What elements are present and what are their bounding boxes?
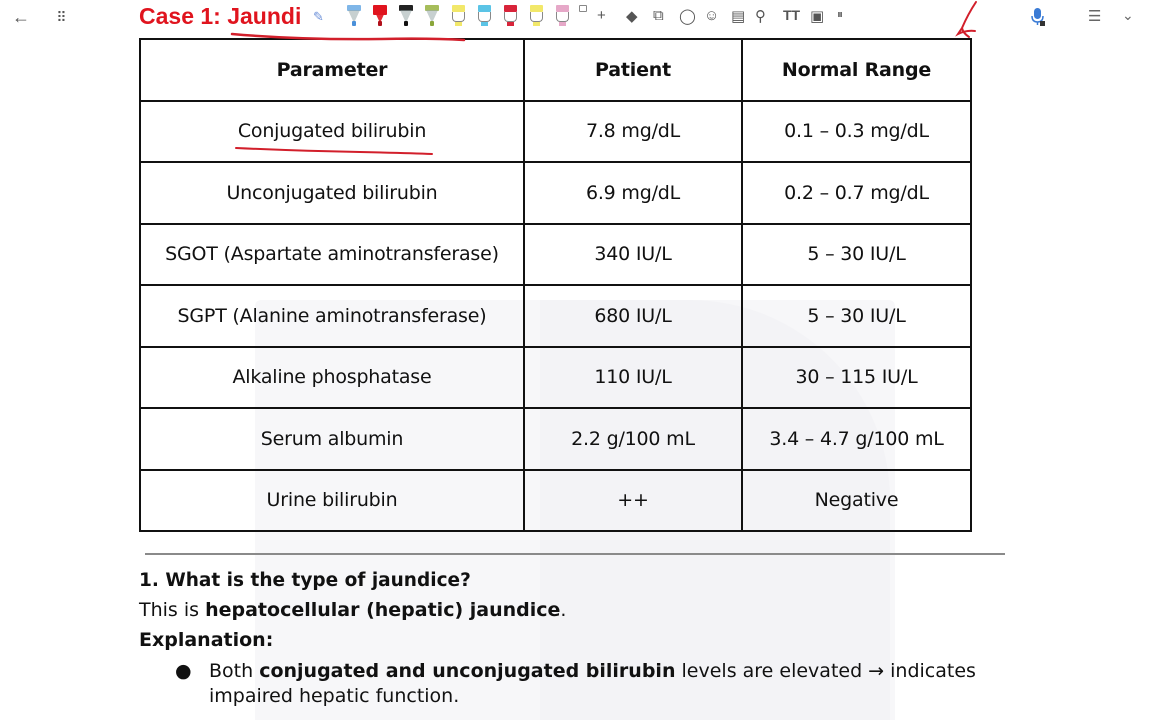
list-item <box>139 659 999 709</box>
highlighter-yellow-icon[interactable] <box>449 3 467 29</box>
cell-normal-range: Negative <box>742 470 971 532</box>
table-row <box>140 408 971 470</box>
cell-parameter: Conjugated bilirubin <box>140 101 524 163</box>
eraser-icon[interactable]: ◆ <box>626 8 638 25</box>
question-heading: 1. What is the type of jaundice? <box>139 570 471 591</box>
cell-patient: 2.2 g/100 mL <box>524 408 742 470</box>
cell-patient: 680 IU/L <box>524 285 742 347</box>
drag-grip-icon[interactable]: ⠿ <box>56 8 66 25</box>
add-tool-icon[interactable]: + <box>597 7 606 24</box>
comment-icon[interactable]: ▤ <box>731 8 746 25</box>
cell-normal-range: 3.4 – 4.7 g/100 mL <box>742 408 971 470</box>
highlighter-pink-icon[interactable] <box>553 3 571 29</box>
text-tool-icon[interactable]: TT <box>783 7 801 23</box>
bullet-prefix: Both <box>209 660 260 682</box>
chevron-down-icon[interactable]: ⌄ <box>1122 7 1134 23</box>
cell-normal-range: 30 – 115 IU/L <box>742 347 971 409</box>
shapes-icon[interactable]: ⧉ <box>653 7 664 24</box>
more-icon[interactable]: ⏸ <box>837 7 844 21</box>
edit-pencil-icon[interactable]: ✎ <box>313 9 324 24</box>
cell-parameter: Unconjugated bilirubin <box>140 162 524 224</box>
table-header-row <box>140 39 971 101</box>
bullet-bold: conjugated and unconjugated bilirubin <box>259 660 676 682</box>
microphone-icon[interactable] <box>1030 7 1046 32</box>
cell-parameter: Alkaline phosphatase <box>140 347 524 409</box>
header-patient: Patient <box>524 39 742 101</box>
pen-tray <box>345 3 589 31</box>
cell-parameter: SGPT (Alanine aminotransferase) <box>140 285 524 347</box>
answer-prefix: This is <box>139 599 206 621</box>
bullet-suffix: levels are elevated → indicates impaired hepatic function. <box>209 660 976 707</box>
lab-results-table <box>139 38 972 532</box>
cell-patient: 110 IU/L <box>524 347 742 409</box>
answer-bold: hepatocellular (hepatic) jaundice <box>205 599 561 621</box>
table-row <box>140 347 971 409</box>
highlighter-white-icon[interactable] <box>579 3 589 29</box>
cell-patient: 6.9 mg/dL <box>524 162 742 224</box>
cell-normal-range: 5 – 30 IU/L <box>742 285 971 347</box>
link-icon[interactable]: ⚲ <box>755 8 766 25</box>
cell-parameter: SGOT (Aspartate aminotransferase) <box>140 224 524 286</box>
table-row <box>140 101 971 163</box>
header-parameter: Parameter <box>140 39 524 101</box>
table-row <box>140 162 971 224</box>
cell-parameter: Urine bilirubin <box>140 470 524 532</box>
answer-text <box>139 599 999 621</box>
pen-red-icon[interactable] <box>371 3 389 29</box>
header-normal-range: Normal Range <box>742 39 971 101</box>
back-arrow-icon[interactable]: ← <box>12 6 30 27</box>
pen-black-icon[interactable] <box>397 3 415 29</box>
cell-patient: 340 IU/L <box>524 224 742 286</box>
cell-normal-range: 0.1 – 0.3 mg/dL <box>742 101 971 163</box>
cell-patient: ++ <box>524 470 742 532</box>
table-row <box>140 224 971 286</box>
page-title: Case 1: Jaundi <box>139 3 302 29</box>
highlighter-cyan-icon[interactable] <box>475 3 493 29</box>
pen-blue-icon[interactable] <box>345 3 363 29</box>
sticker-icon[interactable]: ☺ <box>704 7 720 24</box>
bullet-dot: ● <box>175 660 192 682</box>
pen-green-icon[interactable] <box>423 3 441 29</box>
cell-normal-range: 0.2 – 0.7 mg/dL <box>742 162 971 224</box>
image-icon[interactable]: ▣ <box>810 8 825 25</box>
cell-parameter: Serum albumin <box>140 408 524 470</box>
highlighter-red-icon[interactable] <box>501 3 519 29</box>
cell-patient: 7.8 mg/dL <box>524 101 742 163</box>
answer-section <box>139 570 999 709</box>
table-row <box>140 285 971 347</box>
highlighter-yellow-2-icon[interactable] <box>527 3 545 29</box>
menu-collapse-icon[interactable]: ☰ <box>1088 8 1102 25</box>
table-row <box>140 470 971 532</box>
explanation-label: Explanation: <box>139 629 274 651</box>
section-divider <box>145 553 1005 555</box>
lasso-icon[interactable]: ◯ <box>679 8 696 25</box>
answer-suffix: . <box>560 599 567 621</box>
cell-normal-range: 5 – 30 IU/L <box>742 224 971 286</box>
